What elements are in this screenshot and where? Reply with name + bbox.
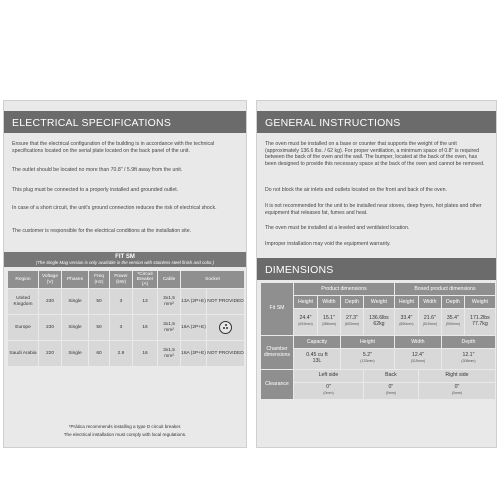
general-instructions-page: [256, 100, 497, 448]
fit-sm-header: [4, 252, 246, 267]
clearance-label: Clearance: [261, 370, 293, 399]
dimensions-title: DIMENSIONS: [257, 258, 496, 280]
col-breaker: *Circuit Breaker (A): [133, 271, 157, 288]
cell-freq: 50: [89, 315, 109, 340]
table-row: [261, 370, 495, 382]
cell-region: United Kingdom: [8, 289, 38, 314]
footnote-regulations: The electrical installation must comply with local regulations.: [63, 432, 187, 437]
general-instructions-title: GENERAL INSTRUCTIONS: [257, 111, 496, 133]
paragraph: In case of a short circuit, the unit's ground connection reduces the risk of electrical shock.: [12, 205, 217, 211]
col-voltage: Voltage (V): [39, 271, 61, 288]
cell: 21.6" (510mm): [419, 309, 441, 335]
cell-phases: Single: [62, 315, 88, 340]
col-left-side: Left side: [294, 370, 363, 382]
col-height: Height: [395, 296, 418, 308]
cell-freq: 50: [89, 289, 109, 314]
cell-plug: 16A (2P+E): [181, 315, 206, 340]
col-socket: Socket: [181, 271, 244, 288]
cell: 136.6lbs 62kg: [364, 309, 394, 335]
col-depth: Depth: [442, 296, 464, 308]
fit-sm-title: FIT SM: [115, 254, 135, 260]
paragraph: The oven must be installed at a leveled and ventilated location.: [265, 225, 410, 231]
table-row: [8, 289, 244, 314]
paragraph: It is not recommended for the unit to be installed near stoves, deep fryers, hot plates and other equipment that releases fat, fumes and heat.: [265, 203, 482, 216]
paragraph: The customer is responsible for the electrical conditions at the installation site.: [12, 228, 192, 234]
col-cable: Cable: [158, 271, 180, 288]
cell-voltage: 230: [39, 289, 61, 314]
cell-region: Europe: [8, 315, 38, 340]
table-row: [261, 283, 495, 295]
cell: 15.1" (386mm): [318, 309, 340, 335]
cell: 0" (0mm): [294, 383, 363, 399]
col-depth: Depth: [341, 296, 363, 308]
electrical-specifications-page: [3, 100, 247, 448]
product-dimensions-header: Product dimensions: [294, 283, 394, 295]
table-row: [261, 383, 495, 399]
cell-phases: Single: [62, 289, 88, 314]
col-width: Width: [395, 336, 441, 348]
paragraph: Ensure that the electrical configuration of the building is in accordance with the technical specifications located on the serial plate located on the back panel of the unit.: [12, 141, 215, 154]
table-row: [261, 336, 495, 348]
col-weight: Weight: [364, 296, 394, 308]
cell: 12.4" (315mm): [395, 349, 441, 369]
col-back: Back: [364, 370, 418, 382]
cell-power: 3: [110, 315, 132, 340]
col-right-side: Right side: [419, 370, 495, 382]
fit-sm-label: Fit SM: [261, 283, 293, 335]
col-depth: Depth: [442, 336, 495, 348]
cell-cable: 3x1,5 mm²: [158, 289, 180, 314]
chamber-label: Chamber dimensions: [261, 336, 293, 369]
col-width: Width: [419, 296, 441, 308]
cell: 33.4" (850mm): [395, 309, 418, 335]
paragraph: This plug must be connected to a properly installed and grounded outlet.: [12, 187, 179, 193]
cell-power: 2.9: [110, 341, 132, 366]
col-height: Height: [294, 296, 317, 308]
paragraph: The oven must be installed on a base or counter that supports the weight of the unit (approximately 136.6 lbs. / 62 kg). For proper ventilation, a minimum space of 0.8" is required between the back of the oven and the wall. The bumper, located at the back of the oven, has been designed to provide this necessary space at the back of the oven and cannot be removed.: [265, 141, 485, 167]
col-capacity: Capacity: [294, 336, 340, 348]
cell: 5.2" (133mm): [341, 349, 394, 369]
cell: 24.4" (619mm): [294, 309, 317, 335]
cell-cable: 3x1,5 mm²: [158, 315, 180, 340]
cell: 0.45 cu ft 13L: [294, 349, 340, 369]
table-row: [261, 296, 495, 308]
col-power: Power (kW): [110, 271, 132, 288]
cell: 35.4" (900mm): [442, 309, 464, 335]
cell-breaker: 13: [133, 289, 157, 314]
cell-power: 3: [110, 289, 132, 314]
cell-socket: [207, 315, 244, 340]
socket-outlet-icon: [219, 321, 232, 334]
cell-region: Saudi Arabia: [8, 341, 38, 366]
cell-breaker: 16: [133, 315, 157, 340]
cell-freq: 60: [89, 341, 109, 366]
col-freq: Freq (Hz): [89, 271, 109, 288]
electrical-table: [7, 270, 245, 367]
table-row: [261, 349, 495, 369]
fit-sm-subtitle: (The Single Mag version is only available in the version with stainless steel finish and color.): [35, 260, 215, 265]
table-header-row: [8, 271, 244, 288]
col-width: Width: [318, 296, 340, 308]
cell: 12.1" (308mm): [442, 349, 495, 369]
cell: 0" (0mm): [419, 383, 495, 399]
cell: 171.2lbs 77.7kg: [465, 309, 495, 335]
cell-socket: NOT PROVIDED: [207, 289, 244, 314]
table-row: [8, 315, 244, 340]
cell-voltage: 230: [39, 315, 61, 340]
cell-voltage: 220: [39, 341, 61, 366]
cell-socket: NOT PROVIDED: [207, 341, 244, 366]
footnote-breaker: *Prática recommends installing a type D circuit breaker.: [68, 424, 182, 429]
cell-phases: Single: [62, 341, 88, 366]
cell-plug: 16A (2P+E): [181, 341, 206, 366]
dimensions-table: [260, 282, 496, 400]
electrical-specifications-title: ELECTRICAL SPECIFICATIONS: [4, 111, 246, 133]
cell-breaker: 16: [133, 341, 157, 366]
cell: 27.3" (693mm): [341, 309, 363, 335]
paragraph: The outlet should be located no more than 70.8" / 5.9ft away from the unit.: [12, 167, 183, 173]
col-region: Region: [8, 271, 38, 288]
col-height: Height: [341, 336, 394, 348]
col-phases: Phases: [62, 271, 88, 288]
col-weight: Weight: [465, 296, 495, 308]
table-row: [8, 341, 244, 366]
cell-plug: 13A (2P+E): [181, 289, 206, 314]
paragraph: Do not block the air inlets and outlets located on the front and back of the oven.: [265, 187, 447, 193]
paragraph: Improper installation may void the equipment warranty.: [265, 241, 391, 247]
table-row: [261, 309, 495, 335]
cell-cable: 3x1,5 mm²: [158, 341, 180, 366]
cell: 0" (0mm): [364, 383, 418, 399]
boxed-dimensions-header: Boxed product dimensions: [395, 283, 495, 295]
